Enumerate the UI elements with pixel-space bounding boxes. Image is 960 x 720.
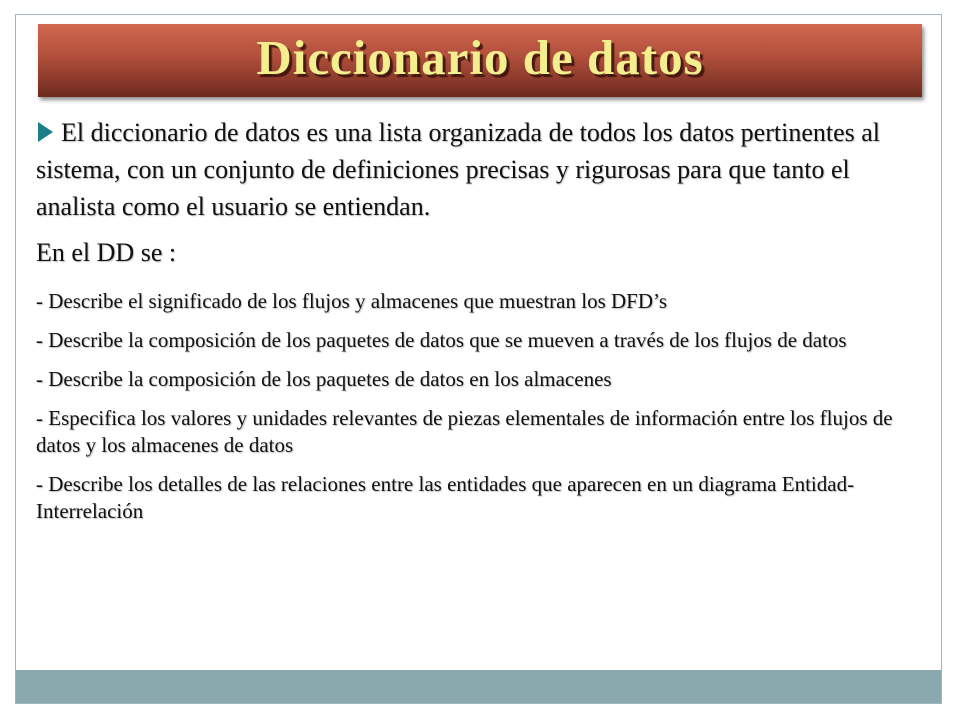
- list-item: - Describe la composición de los paquetes de datos que se mueven a través de los flujos de datos: [36, 328, 847, 352]
- title-banner: [38, 24, 922, 97]
- dd-subheading: En el DD se :: [36, 238, 177, 267]
- list-item: - Describe el significado de los flujos y almacenes que muestran los DFD’s: [36, 289, 668, 313]
- lead-text: El diccionario de datos es una lista organizada de todos los datos pertinentes al sistema, con un conjunto de definiciones precisas y rigurosas para que tanto el analista como el usuario se entiendan.: [36, 118, 881, 221]
- slide-content: [36, 114, 916, 537]
- triangle-bullet-icon: [38, 122, 53, 142]
- list-item: - Describe los detalles de las relaciones entre las entidades que aparecen en un diagrama Entidad- Interrelación: [36, 472, 855, 523]
- list-item: - Describe la composición de los paquetes de datos en los almacenes: [36, 367, 612, 391]
- lead-paragraph: [36, 114, 916, 225]
- description-list: [36, 288, 916, 525]
- list-item: - Especifica los valores y unidades relevantes de piezas elementales de información entre los flujos de datos y los almacenes de datos: [36, 406, 893, 457]
- slide-title: Diccionario de datos: [256, 30, 704, 85]
- footer-bar: [16, 670, 941, 703]
